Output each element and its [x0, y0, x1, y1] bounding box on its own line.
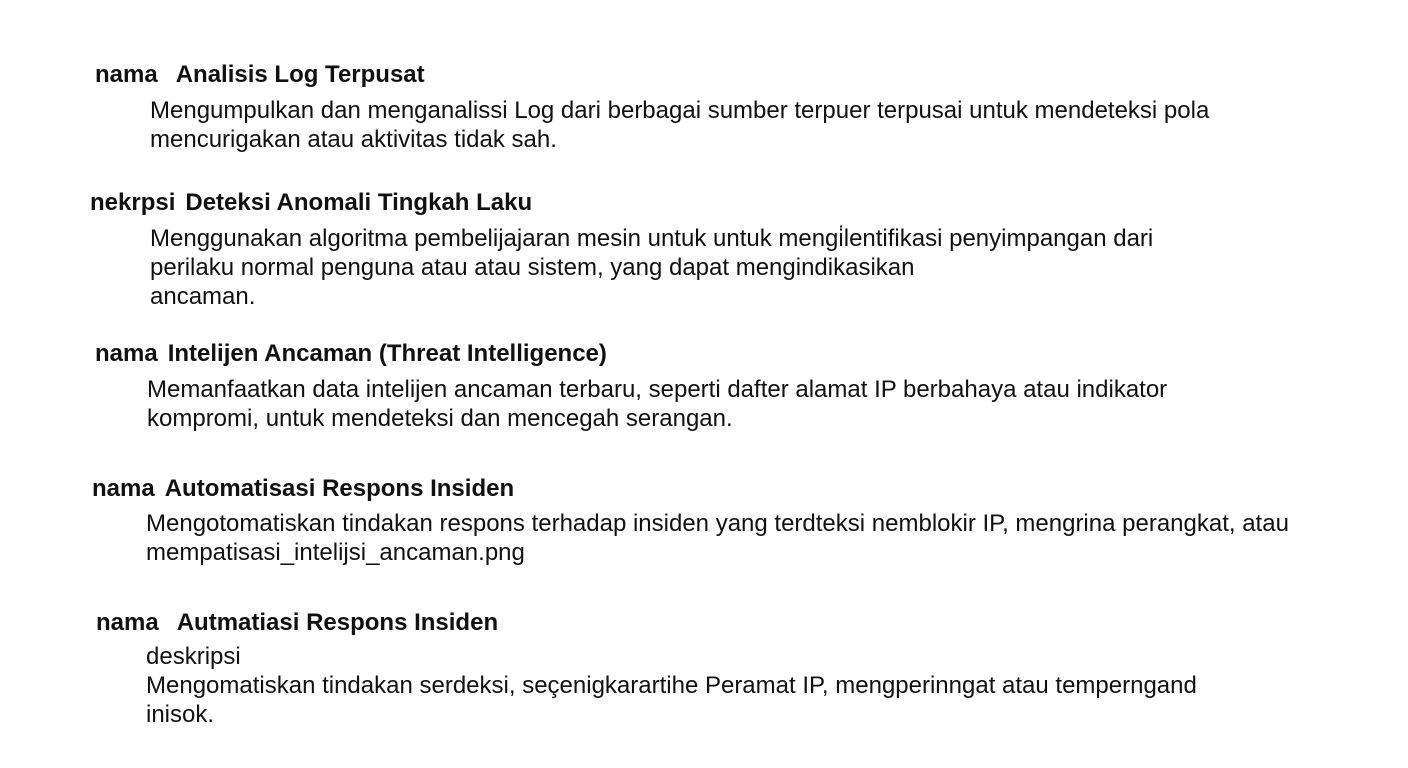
entry-title: Automatisasi Respons Insiden [164, 475, 515, 502]
entry-title: Intelijen Ancaman (Threat Intelligence) [167, 340, 607, 367]
description-line: mencurigakan atau aktivitas tidak sah. [150, 126, 557, 153]
entry-key: nama [95, 340, 158, 367]
entry-description [150, 224, 1153, 311]
description-line: Mengomatiskan tindakan serdeksi, seçenigkarartihe Peramat IP, mengperinngat atau temperngand [146, 672, 1197, 699]
entry-heading [95, 339, 607, 369]
entry-heading [90, 188, 532, 218]
entry-description [146, 642, 1197, 729]
description-line: Memanfaatkan data intelijen ancaman terbaru, seperti dafter alamat IP berbahaya atau indikator [147, 376, 1168, 403]
description-line: deskripsi [146, 643, 241, 670]
description-line: inisok. [146, 701, 215, 728]
description-line: perilaku normal penguna atau atau sistem, yang dapat mengindikasikan [150, 254, 915, 281]
entry-key: nama [95, 61, 158, 88]
entry-heading [92, 474, 514, 504]
description-line: ancaman. [150, 283, 256, 310]
entry-heading [95, 60, 425, 90]
entry-key: nekrpsi [90, 189, 176, 216]
entry-title: Deteksi Anomali Tingkah Laku [185, 189, 533, 216]
description-line: Menggunakan algoritma pembelijajaran mesin untuk untuk mengi̇lentifikasi penyimpangan dari [150, 225, 1154, 252]
entry-description [150, 96, 1209, 154]
description-line: mempatisasi_intelijsi_ancaman.png [146, 539, 525, 566]
entry-description [147, 375, 1167, 433]
description-line: Mengumpulkan dan menganalissi Log dari berbagai sumber terpuer terpusai untuk mendeteksi pola [150, 97, 1210, 124]
entry-title: Autmatiasi Respons Insiden [176, 609, 499, 636]
description-line: kompromi, untuk mendeteksi dan mencegah serangan. [147, 405, 733, 432]
entry-heading [96, 608, 498, 638]
entry-key: nama [96, 609, 159, 636]
entry-key: nama [92, 475, 155, 502]
entry-title: Analisis Log Terpusat [175, 61, 425, 88]
entry-description [146, 509, 1289, 567]
description-line: Mengotomatiskan tindakan respons terhadap insiden yang terdteksi nemblokir IP, mengrina perangkat, atau [146, 510, 1289, 537]
